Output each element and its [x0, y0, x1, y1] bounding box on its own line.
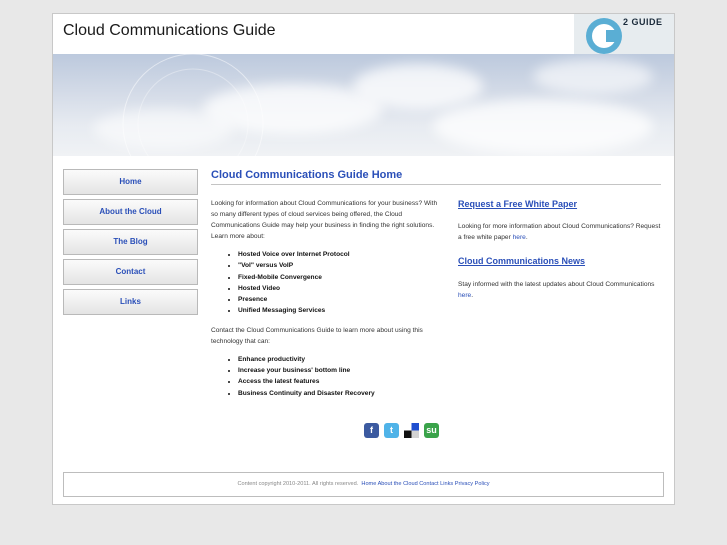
list-item: • Business Continuity and Disaster Recovery	[238, 388, 441, 399]
list-item: • Unified Messaging Services	[238, 305, 441, 316]
list-item: • Access the latest features	[238, 376, 441, 387]
logo-c-icon	[586, 18, 622, 54]
site-logo[interactable]	[574, 14, 674, 54]
white-paper-text: Looking for more information about Cloud Communications? Request a free white paper here.	[458, 223, 661, 241]
sidebar-nav	[63, 169, 199, 319]
news-here-link[interactable]: here	[458, 292, 472, 299]
benefits-list	[211, 354, 441, 399]
footer-link-links[interactable]: Links	[440, 481, 454, 487]
nav-item-contact[interactable]: Contact	[63, 259, 198, 285]
footer-link-about-the-cloud[interactable]: About the Cloud	[377, 481, 418, 487]
list-item: • Increase your business' bottom line	[238, 365, 441, 376]
list-item: • Hosted Voice over Internet Protocol	[238, 249, 441, 260]
footer-link-privacy-policy[interactable]: Privacy Policy	[454, 481, 490, 487]
list-item: • "VoI" versus VoIP	[238, 260, 441, 271]
intro-text: Looking for information about Cloud Communications for your business? With so many different types of cloud services being offered, the Cloud Communications Guide may help your business in finding the right solutions. Learn more about:	[211, 200, 438, 240]
intro-column	[211, 198, 441, 407]
logo-text: 2 GUIDE	[623, 17, 663, 27]
contact-text: Contact the Cloud Communications Guide to learn more about using this technology that can:	[211, 326, 423, 345]
list-item: • Presence	[238, 294, 441, 305]
header	[53, 14, 674, 54]
stumbleupon-icon[interactable]: su	[424, 423, 439, 438]
copyright-text: Content copyright 2010-2011. All rights reserved.	[237, 481, 359, 487]
footer-link-contact[interactable]: Contact	[419, 481, 439, 487]
white-paper-heading-link[interactable]: Request a Free White Paper	[458, 199, 578, 209]
news-body: Stay informed with the latest updates about Cloud Communications	[458, 281, 655, 288]
nav-item-home[interactable]: Home	[63, 169, 198, 195]
right-column	[458, 198, 664, 301]
site-title: Cloud Communications Guide	[63, 22, 276, 39]
sky-banner-image	[53, 54, 674, 156]
news-text: Stay informed with the latest updates about Cloud Communications here.	[458, 281, 655, 299]
page-title: Cloud Communications Guide Home	[211, 169, 661, 185]
news-heading-link[interactable]: Cloud Communications News	[458, 256, 586, 266]
orbit-decoration	[83, 54, 303, 156]
delicious-icon[interactable]	[404, 423, 419, 438]
nav-item-about-the-cloud[interactable]: About the Cloud	[63, 199, 198, 225]
services-list	[211, 249, 441, 317]
footer	[63, 472, 664, 497]
list-item: • Fixed-Mobile Convergence	[238, 272, 441, 283]
page-frame	[52, 13, 675, 505]
white-paper-body: Looking for more information about Cloud Communications? Request a free white paper	[458, 223, 661, 241]
list-item: • Hosted Video	[238, 283, 441, 294]
nav-item-links[interactable]: Links	[63, 289, 198, 315]
facebook-icon[interactable]: f	[364, 423, 379, 438]
main-content	[211, 169, 661, 397]
white-paper-here-link[interactable]: here	[512, 234, 526, 241]
list-item: • Enhance productivity	[238, 354, 441, 365]
footer-link-home[interactable]: Home	[361, 481, 377, 487]
nav-item-the-blog[interactable]: The Blog	[63, 229, 198, 255]
twitter-icon[interactable]: t	[384, 423, 399, 438]
